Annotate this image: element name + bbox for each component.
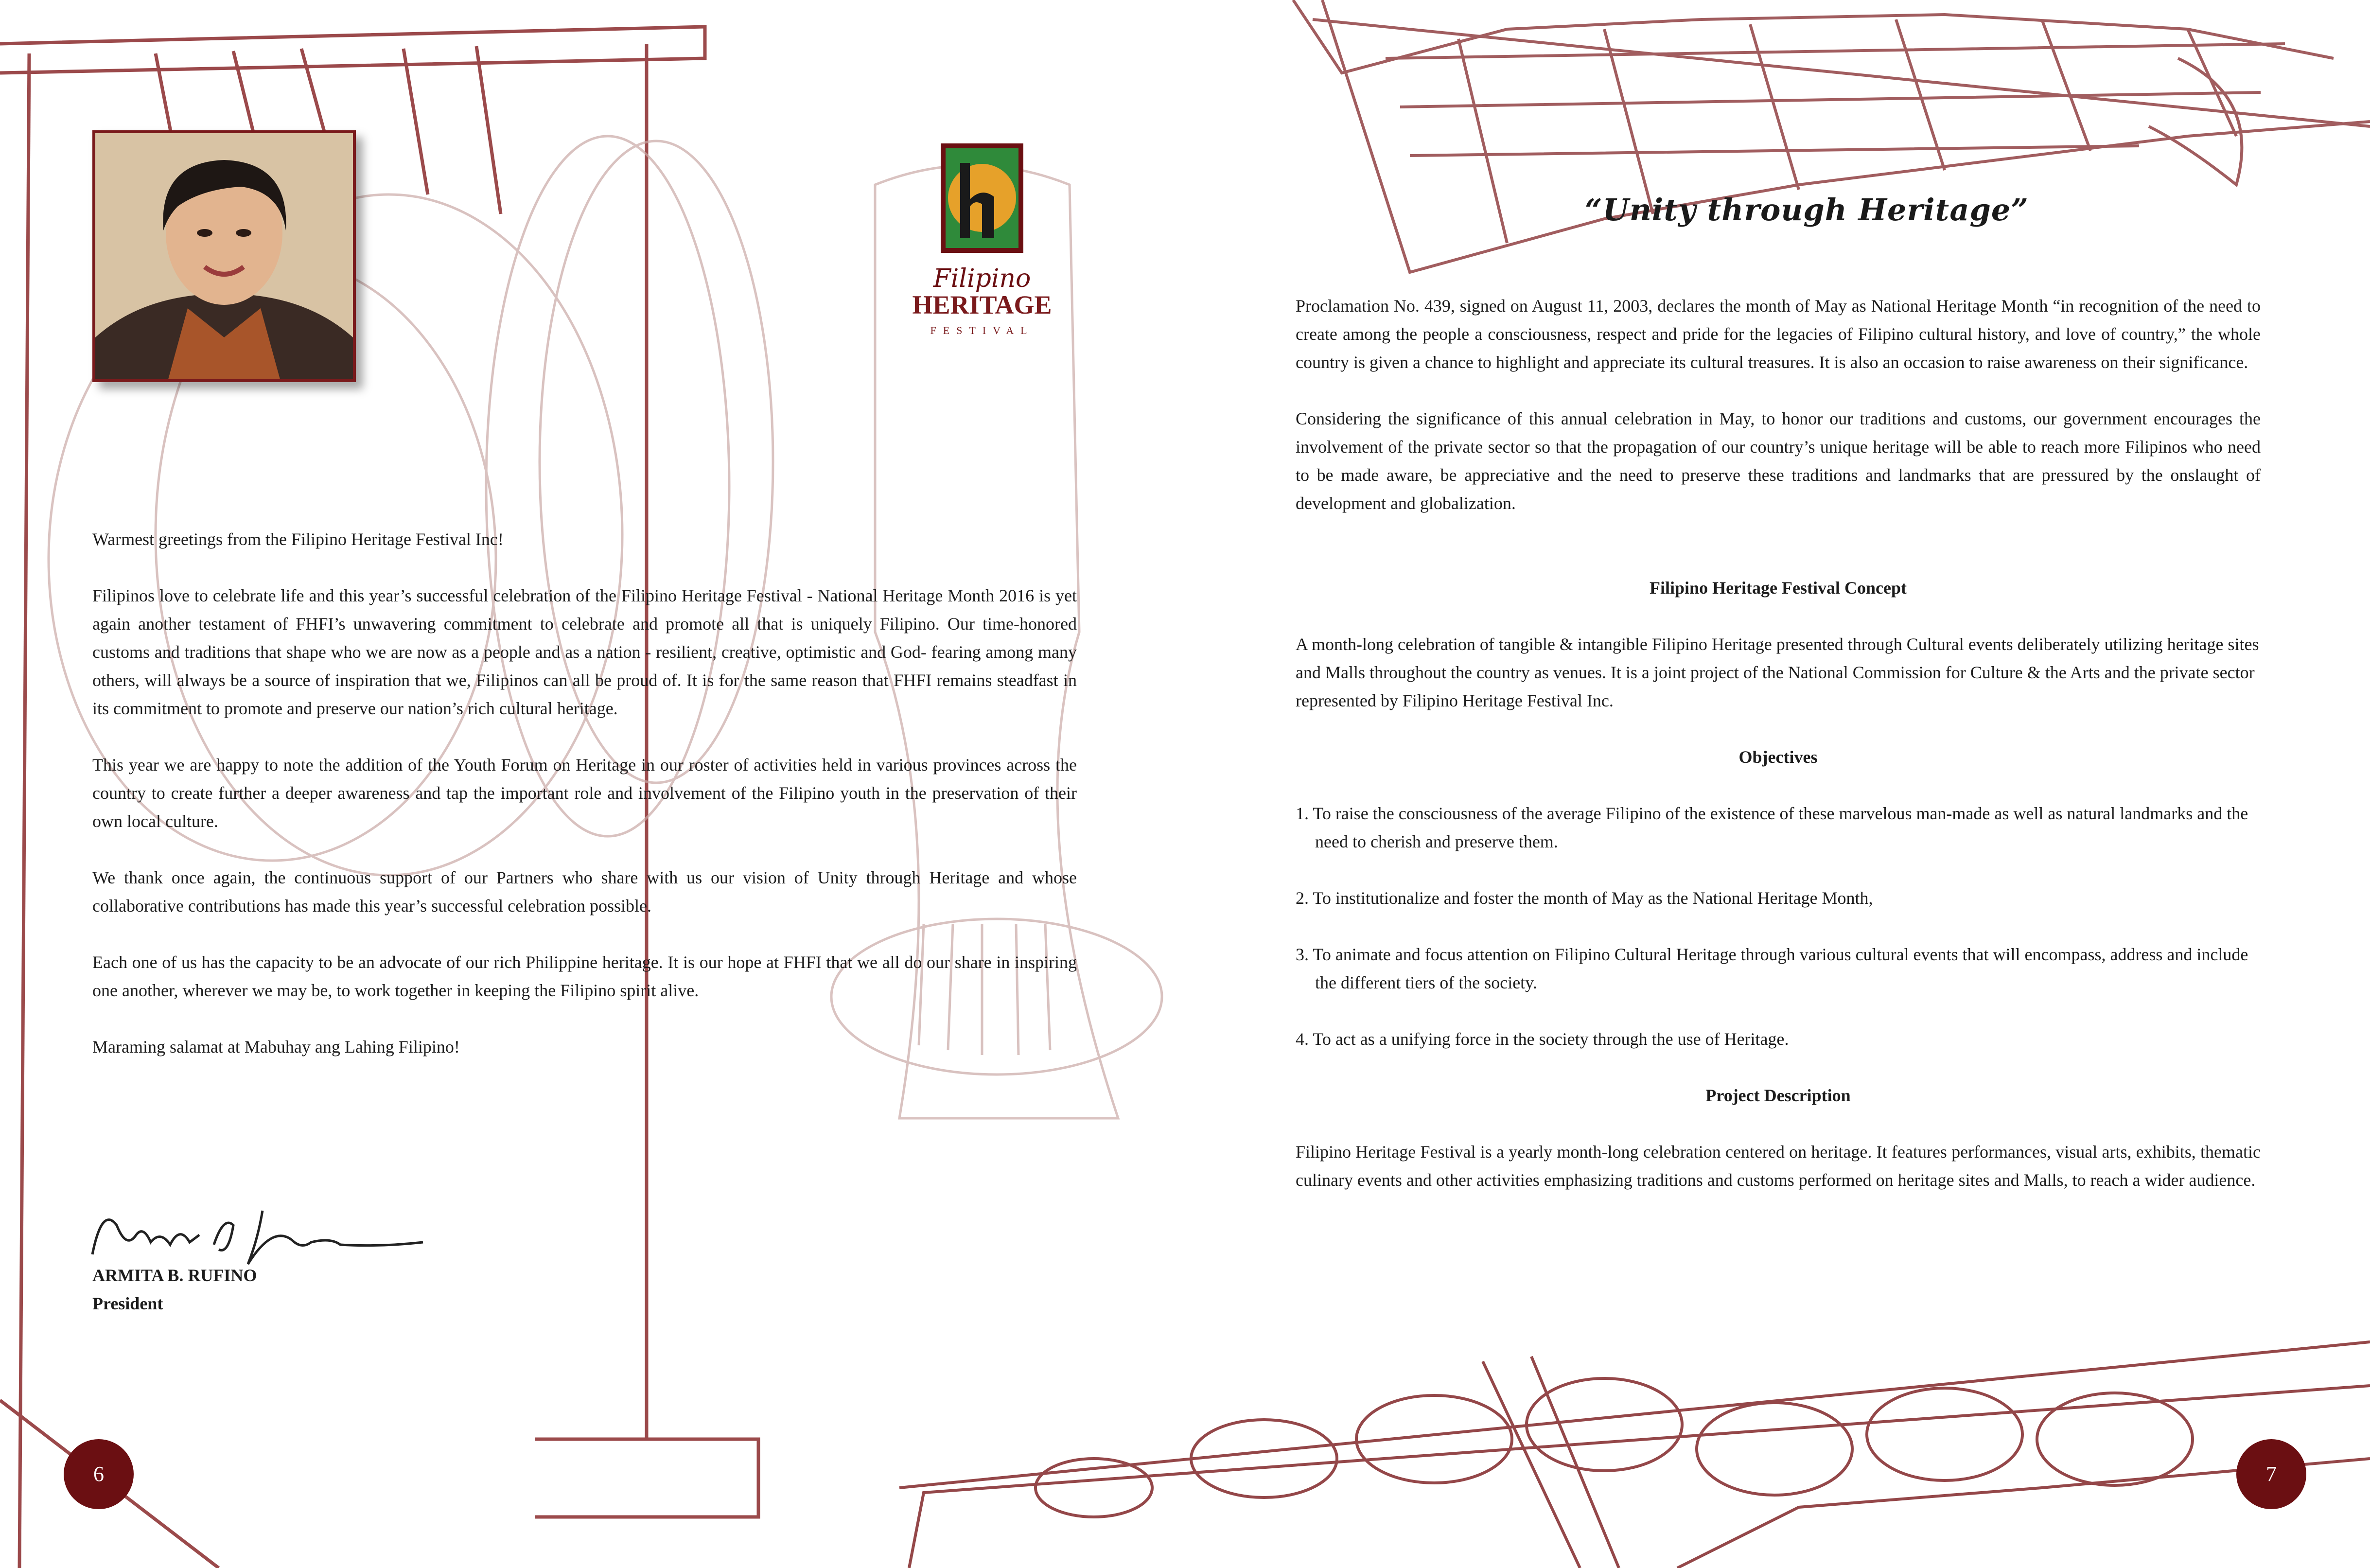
letter-paragraph: This year we are happy to note the addition of the Youth Forum on Heritage in our roster of activities held in various provinces across the country to create further a deeper awareness and tap the important role and involvement of the Filipino youth in the preservation of their own local culture. <box>92 755 1077 831</box>
letter-paragraph: Filipinos love to celebrate life and this year’s successful celebration of the Filipino Heritage Festival - National Heritage Month 2016 is yet again another testament of FHFI’s unwavering commitment to celebrate and promote all that is uniquely Filipino. Our time-honored customs and traditions that shape who we are now as a people and as a nation - resilient, creative, optimistic and God- fearing among many others, will always be a source of inspiration that we, Filipinos can all be proud of. It is for the same reason that FHFI remains steadfast in its commitment to promote and preserve our nation’s rich cultural heritage. <box>92 586 1077 718</box>
concept-heading: Filipino Heritage Festival Concept <box>1650 578 1907 598</box>
project-text: Filipino Heritage Festival is a yearly month-long celebration centered on heritage. It features performances, visual arts, exhibits, thematic culinary events and other activities emphasizing traditions and customs performed on heritage sites and Malls, to reach a wider audience. <box>1296 1142 2261 1190</box>
letter-closing: Maraming salamat at Mabuhay ang Lahing Filipino! <box>92 1037 460 1057</box>
intro-paragraph: Considering the significance of this annual celebration in May, to honor our traditions and customs, our government encourages the involvement of the private sector so that the propagation of our country’s unique heritage will be able to reach more Filipinos who need to be made aware, be appreciative and the need to preserve these traditions and landmarks that are pressured by the onslaught of development and globalization. <box>1296 409 2261 513</box>
objective-item: 1. To raise the consciousness of the average Filipino of the existence of these marvelous man-made as well as natural landmarks and the need to cherish and preserve them. <box>1296 804 2248 851</box>
signatory-name: ARMITA B. RUFINO <box>92 1266 257 1285</box>
theme-title: “Unity through Heritage” <box>1585 192 2029 228</box>
portrait-image <box>95 133 353 379</box>
objective-item: 2. To institutionalize and foster the month of May as the National Heritage Month, <box>1296 888 1873 908</box>
logo-word-festival: FESTIVAL <box>930 324 1034 336</box>
page-number-right: 7 <box>2236 1439 2306 1509</box>
logo-word-filipino: Filipino <box>933 264 1031 293</box>
greeting-letter <box>92 525 1077 1061</box>
signatory <box>92 1261 481 1318</box>
objectives-heading: Objectives <box>1738 747 1818 767</box>
objective-item: 3. To animate and focus attention on Filipino Cultural Heritage through various cultural events that will encompass, address and include the different tiers of the society. <box>1296 945 2248 992</box>
intro-paragraph: Proclamation No. 439, signed on August 11, 2003, declares the month of May as National Heritage Month “in recognition of the need to create among the people a consciousness, respect and pride for the legacies of Filipino cultural history, and love of country,” the whole country is given a chance to highlight and appreciate its cultural treasures. It is also an occasion to raise awareness on their significance. <box>1296 296 2261 372</box>
letter-paragraph: We thank once again, the continuous support of our Partners who share with us our vision of Unity through Heritage and whose collaborative contributions has made this year’s successful celebration possible. <box>92 868 1077 916</box>
letter-paragraph: Each one of us has the capacity to be an advocate of our rich Philippine heritage. It is our hope at FHFI that we all do our share in inspiring one another, wherever we may be, to work together in keeping the Filipino spirit alive. <box>92 952 1077 1000</box>
logo-word-heritage: HERITAGE <box>912 290 1052 319</box>
fhf-logo <box>909 143 1065 348</box>
letter-paragraph: Warmest greetings from the Filipino Heritage Festival Inc! <box>92 529 504 549</box>
signatory-title: President <box>92 1294 163 1313</box>
right-page-body <box>1296 292 2261 1194</box>
president-photo <box>92 130 356 382</box>
objective-item: 4. To act as a unifying force in the society through the use of Heritage. <box>1296 1029 1789 1049</box>
concept-text: A month-long celebration of tangible & intangible Filipino Heritage presented through Cultural events deliberately utilizing heritage sites and Malls throughout the country as venues. It is a joint project of the National Commission for Culture & the Arts and the private sector represented by Filipino Heritage Festival Inc. <box>1296 634 2259 710</box>
project-heading: Project Description <box>1705 1086 1851 1105</box>
page-number-left: 6 <box>64 1439 134 1509</box>
